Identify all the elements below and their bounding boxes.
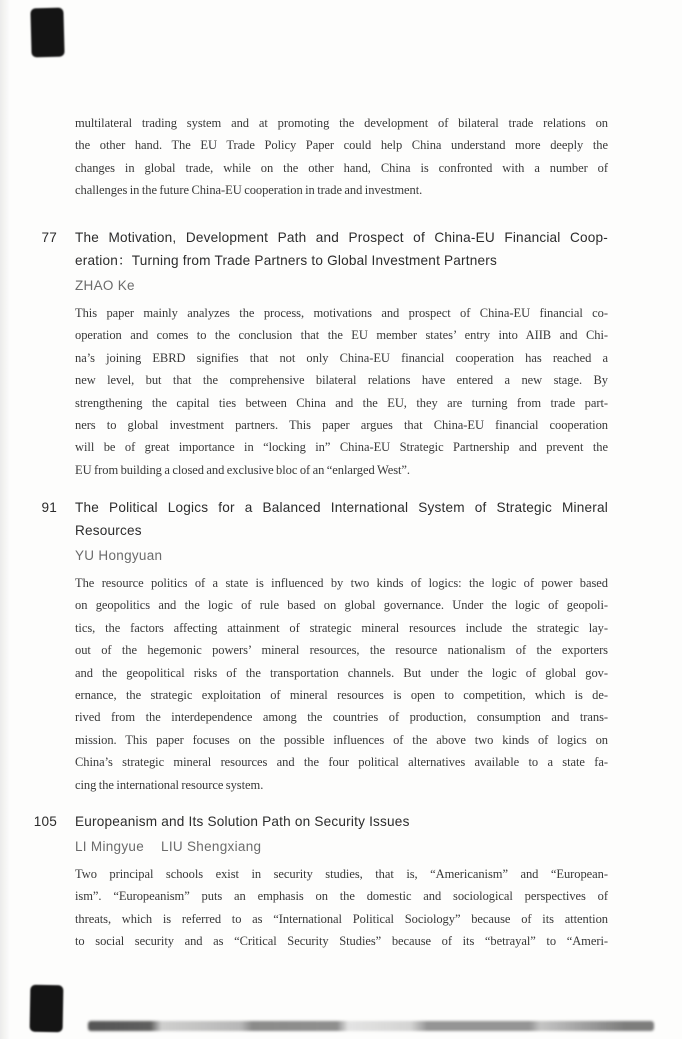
text-line: China’s strategic mineral resources and the four political alternatives available to a state fa- <box>75 755 608 770</box>
text-line: mission. This paper focuses on the possible influences of the above two kinds of logics on <box>75 732 608 747</box>
toc-entry-77 <box>41 226 608 481</box>
text-line: threats, which is referred to as “International Political Sociology” because of its attention <box>75 911 608 926</box>
continued-abstract-paragraph <box>75 112 608 202</box>
entry-authors <box>75 837 608 857</box>
text-line: out of the hegemonic powers’ mineral resources, the resource nationalism of the exporters <box>75 643 608 658</box>
entry-authors <box>75 276 608 296</box>
text-line: Europeanism and Its Solution Path on Security Issues <box>75 814 410 829</box>
text-line: eration：Turning from Trade Partners to Global Investment Partners <box>75 253 497 268</box>
text-line: This paper mainly analyzes the process, motivations and prospect of China-EU financial co- <box>75 306 608 320</box>
text-line: tics, the factors affecting attainment of strategic mineral resources include the strategic lay- <box>75 620 608 635</box>
text-line: The Motivation, Development Path and Prospect of China-EU Financial Coop- <box>75 230 608 245</box>
scan-artifact-top-left <box>30 8 64 58</box>
toc-entry-105 <box>33 810 608 953</box>
text-line: The Political Logics for a Balanced International System of Strategic Mineral <box>75 500 608 515</box>
author-name: ZHAO Ke <box>75 278 135 293</box>
text-line: Resources <box>75 523 142 538</box>
author-name: LI Mingyue <box>75 839 145 854</box>
toc-entry-91 <box>41 496 608 796</box>
entry-page-number: 105 <box>33 814 57 829</box>
text-line: multilateral trading system and at promoting the development of bilateral trade relations on <box>75 116 608 130</box>
text-line: na’s joining EBRD signifies that not only China-EU financial cooperation has reached a <box>75 350 608 365</box>
scan-artifact-bottom-band <box>88 1021 654 1031</box>
text-line: and the geopolitical risks of the transportation channels. But under the logic of global gov- <box>75 665 608 680</box>
text-line: ism”. “Europeanism” puts an emphasis on the domestic and sociological perspectives of <box>75 889 608 904</box>
entry-abstract <box>75 863 608 953</box>
text-line: strengthening the capital ties between China and the EU, they are turning from trade part- <box>75 395 608 410</box>
text-line: the other hand. The EU Trade Policy Paper could help China understand more deeply the <box>75 138 608 153</box>
entry-page-number: 77 <box>41 230 57 245</box>
text-line: ners to global investment partners. This paper argues that China-EU financial cooperation <box>75 418 608 433</box>
text-line: to social security and as “Critical Security Studies” because of its “betrayal” to “Ameri- <box>75 934 608 949</box>
text-line: operation and comes to the conclusion that the EU member states’ entry into AIIB and Chi- <box>75 328 608 343</box>
text-line: rived from the interdependence among the countries of production, consumption and trans- <box>75 710 608 725</box>
text-line: new level, but that the comprehensive bilateral relations have entered a new stage. By <box>75 373 608 388</box>
text-line: The resource politics of a state is influenced by two kinds of logics: the logic of power based <box>75 576 608 590</box>
author-name: LIU Shengxiang <box>161 839 262 854</box>
entry-title <box>75 810 608 833</box>
text-line: on geopolitics and the logic of rule based on global governance. Under the logic of geopoli- <box>75 598 608 613</box>
entry-title <box>75 496 608 542</box>
text-line: cing the international resource system. <box>75 777 264 792</box>
text-line: challenges in the future China-EU cooperation in trade and investment. <box>75 183 423 198</box>
entry-page-number: 91 <box>41 500 57 515</box>
text-line: EU from building a closed and exclusive bloc of an “enlarged West”. <box>75 462 411 477</box>
author-name: YU Hongyuan <box>75 548 163 563</box>
entry-abstract <box>75 302 608 481</box>
entry-title <box>75 226 608 272</box>
entry-authors <box>75 546 608 566</box>
scan-artifact-bottom-left <box>30 985 64 1033</box>
text-line: ernance, the strategic exploitation of mineral resources is open to competition, which is de- <box>75 688 608 703</box>
text-line: changes in global trade, while on the other hand, China is confronted with a number of <box>75 160 608 175</box>
text-line: will be of great importance in “locking in” China-EU Strategic Partnership and prevent the <box>75 440 608 455</box>
entry-abstract <box>75 572 608 796</box>
page-left-edge-shadow <box>0 0 10 1039</box>
text-line: Two principal schools exist in security studies, that is, “Americanism” and “European- <box>75 867 608 881</box>
